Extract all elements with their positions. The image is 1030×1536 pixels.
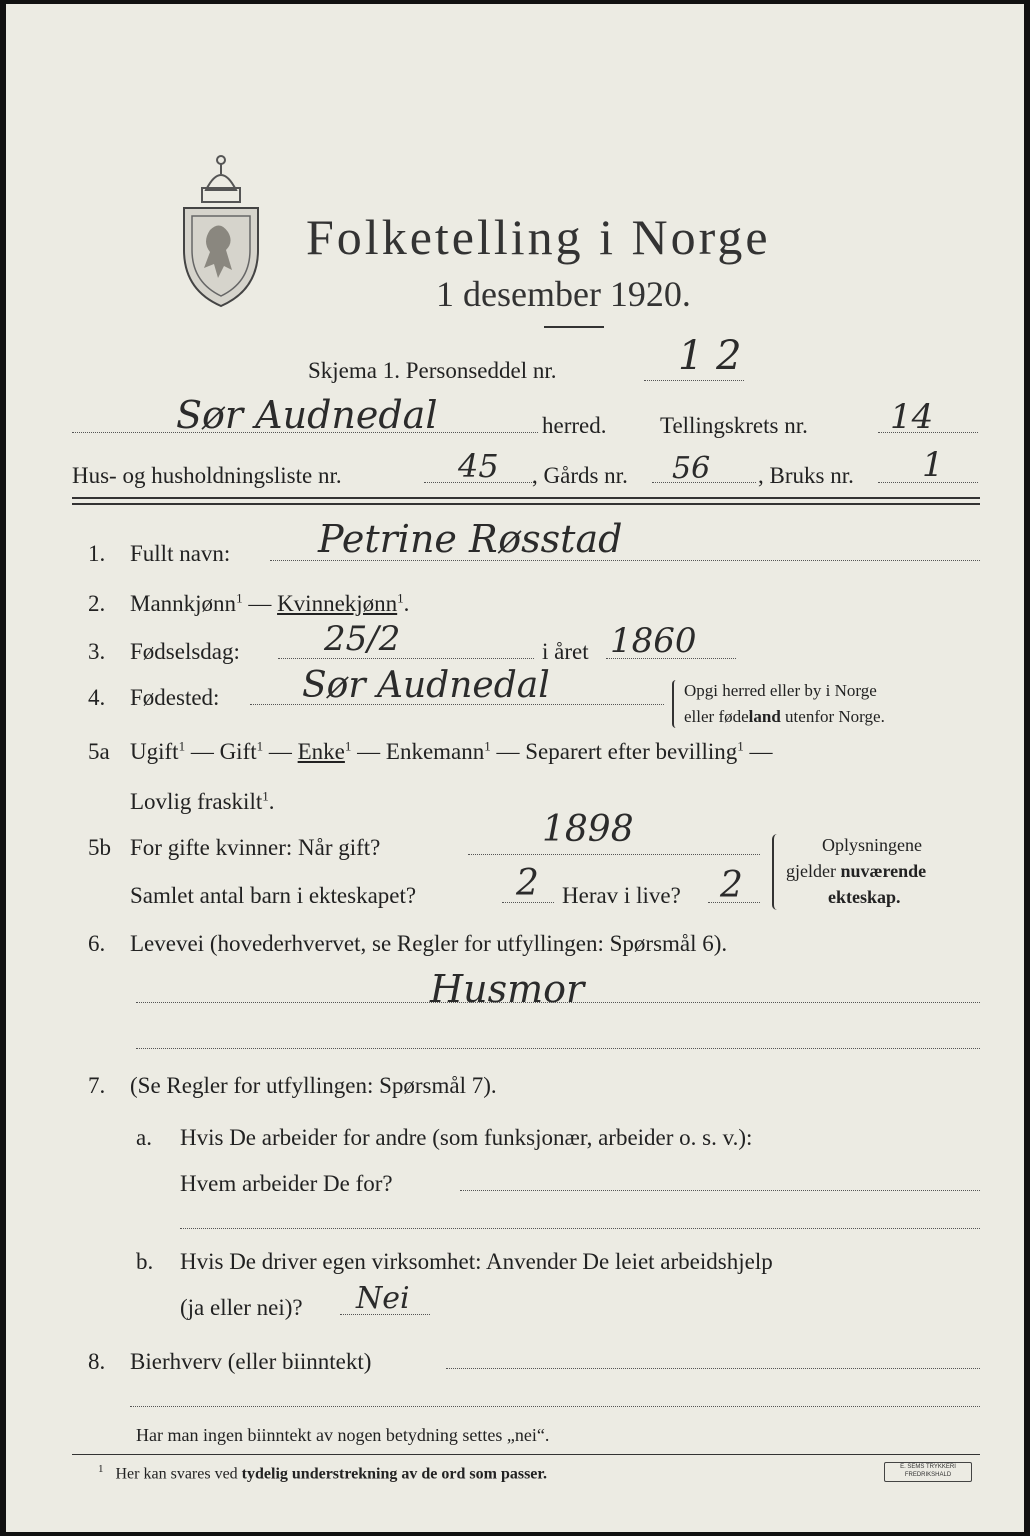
footnote: $^1$ Her kan svares ved tydelig understrekning av de ord som passer.: [98, 1463, 548, 1483]
q5b-note-1: Oplysningene: [822, 835, 922, 855]
q5b-number: 5b: [88, 835, 111, 860]
q7-label: (Se Regler for utfyllingen: Spørsmål 7).: [130, 1073, 497, 1098]
husliste-value: 45: [458, 447, 499, 485]
header-rule-2: [72, 503, 980, 505]
q7b-question: (ja eller nei)?: [180, 1295, 303, 1320]
tellingskrets-value: 14: [890, 397, 934, 437]
q7a-label: Hvis De arbeider for andre (som funksjonær, arbeider o. s. v.):: [180, 1125, 753, 1150]
q3-day-line: [278, 658, 534, 659]
q4-value: Sør Audnedal: [302, 665, 550, 706]
q5a-lovlig: Lovlig fraskilt$^1$.: [130, 788, 275, 814]
q4-note-line2: eller fødeland utenfor Norge.: [684, 707, 885, 726]
q1-name-value: Petrine Røsstad: [318, 517, 623, 561]
q6-line-2: [136, 1048, 980, 1049]
q5b-gift-value: 1898: [542, 809, 634, 850]
q2-male-option: Mannkjønn: [130, 591, 237, 616]
q5a-enke-option: Enke: [297, 739, 345, 764]
q6-label: Levevei (hovederhvervet, se Regler for utfyllingen: Spørsmål 6).: [130, 931, 728, 956]
bruks-value: 1: [922, 445, 944, 485]
q3-year-label: i året: [542, 639, 589, 664]
skjema-label: Skjema 1. Personseddel nr.: [308, 358, 557, 383]
q5a-number: 5a: [88, 739, 110, 764]
gards-label: , Gårds nr.: [532, 463, 628, 488]
coat-of-arms-icon: [176, 150, 266, 310]
q3-number: 3.: [88, 639, 106, 664]
title-rule: [544, 326, 604, 328]
gards-value: 56: [672, 451, 711, 486]
q4-note-brace: [672, 680, 680, 728]
form-date: 1 desember 1920.: [436, 274, 691, 314]
q7-number: 7.: [88, 1073, 106, 1098]
q7a-letter: a.: [136, 1125, 152, 1150]
personseddel-line: [644, 380, 744, 381]
tellingskrets-label: Tellingskrets nr.: [660, 413, 808, 438]
q4-label: Fødested:: [130, 685, 220, 710]
herred-label: herred.: [542, 413, 607, 438]
q7a-line-2: [180, 1228, 980, 1229]
q7b-letter: b.: [136, 1249, 154, 1274]
q5b-label: For gifte kvinner: Når gift?: [130, 835, 381, 860]
q5b-note-2: gjelder nuværende: [786, 861, 927, 881]
q2-female-option: Kvinnekjønn: [277, 591, 398, 616]
q3-day-value: 25/2: [324, 619, 401, 659]
q7b-value: Nei: [356, 1281, 410, 1316]
q8-line-2: [130, 1406, 980, 1407]
q7b-label: Hvis De driver egen virksomhet: Anvender De leiet arbeidshjelp: [180, 1249, 773, 1274]
q6-value: Husmor: [430, 967, 585, 1011]
q4-number: 4.: [88, 685, 106, 710]
census-form: [6, 4, 1024, 1532]
bruks-label: , Bruks nr.: [758, 463, 854, 488]
q6-line-1: [136, 1002, 980, 1003]
q5b-barn-value: 2: [516, 863, 539, 904]
q5b-live-value: 2: [720, 865, 743, 906]
printer-stamp: E. SEMS TRYKKERI FREDRIKSHALD: [884, 1462, 972, 1482]
q3-label: Fødselsdag:: [130, 639, 240, 664]
q2-options: Mannkjønn$^1$ — Kvinnekjønn$^1$.: [130, 590, 410, 616]
husliste-label: Hus- og husholdningsliste nr.: [72, 463, 342, 488]
q4-note-line1: Opgi herred eller by i Norge: [684, 681, 877, 700]
header-rule-1: [72, 497, 980, 499]
q5a-options: Ugift$^1$ — Gift$^1$ — Enke$^1$ — Enkemann$^1$ — Separert efter bevilling$^1$ —: [130, 738, 773, 764]
q8-label: Bierhverv (eller biinntekt): [130, 1349, 372, 1374]
personseddel-number: 1 2: [678, 333, 742, 379]
q5b-live-label: Herav i live?: [562, 883, 681, 908]
q8-line-1: [446, 1368, 980, 1369]
herred-value: Sør Audnedal: [176, 393, 438, 437]
q5b-barn-label: Samlet antal barn i ekteskapet?: [130, 883, 417, 908]
q7a-line-1: [460, 1190, 980, 1191]
q6-number: 6.: [88, 931, 106, 956]
q3-year-value: 1860: [610, 621, 697, 661]
q1-label: Fullt navn:: [130, 541, 231, 566]
footnote-rule: [72, 1454, 980, 1455]
q5b-note-brace: [772, 834, 782, 910]
form-title: Folketelling i Norge: [306, 209, 771, 265]
q5b-note-3: ekteskap.: [828, 887, 901, 907]
biinntekt-note: Har man ingen biinntekt av nogen betydning settes „nei“.: [136, 1425, 550, 1445]
q8-number: 8.: [88, 1349, 106, 1374]
q5b-gift-line: [468, 854, 760, 855]
q1-number: 1.: [88, 541, 106, 566]
q7a-question: Hvem arbeider De for?: [180, 1171, 393, 1196]
q2-number: 2.: [88, 591, 106, 616]
